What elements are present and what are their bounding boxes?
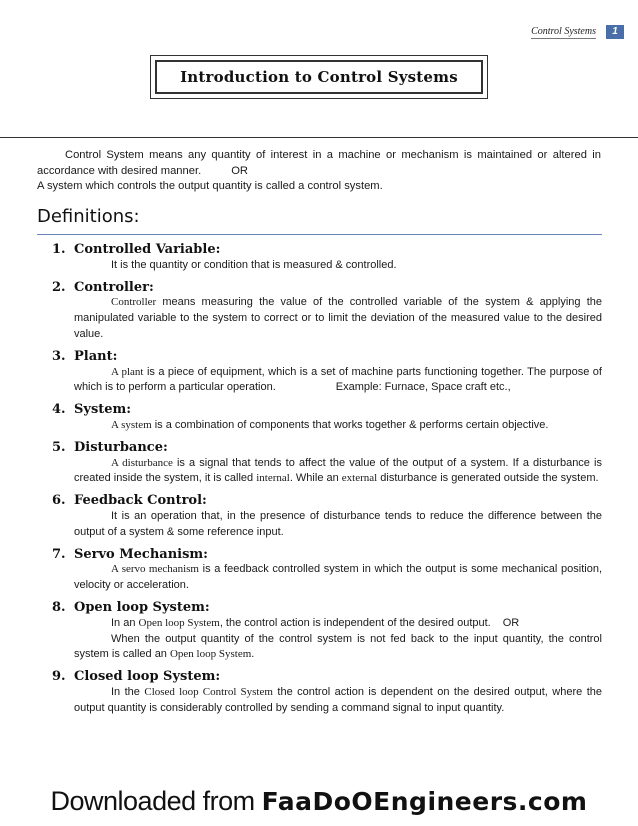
definition-item (52, 402, 602, 434)
item-lead: Open loop System (138, 616, 220, 629)
definition-item (52, 493, 602, 540)
definitions-list (52, 242, 602, 723)
item-internal: internal (256, 472, 290, 485)
item-text: , the control action is independent of the desired output. (219, 616, 491, 629)
item-number: 4. (52, 402, 66, 418)
item-text: It is the quantity or condition that is measured & controlled. (111, 258, 397, 271)
intro-line2: A system which controls the output quantity is called a control system. (37, 180, 383, 192)
item-text2: When the output quantity of the control system is not fed back to the input quantity, the control system is called an (74, 632, 602, 661)
intro-paragraph (37, 148, 601, 195)
item-term: System: (74, 402, 132, 418)
item-text: It is an operation that, in the presence of disturbance tends to reduce the difference between the output of a system & some reference input. (74, 509, 602, 538)
footer-brand-logo: FaaDoOEngineers.com (261, 787, 588, 816)
item-text: is a signal that tends to affect the value of the output of a system. If a disturbance is created inside the system, it is called (74, 456, 602, 485)
item-text-b: . While an (289, 472, 342, 485)
item-term: Controlled Variable: (74, 242, 221, 257)
title-box (155, 60, 483, 94)
item-number: 5. (52, 439, 66, 455)
item-lead: Closed loop Control System (144, 685, 273, 698)
page-title: Introduction to Control Systems (180, 68, 458, 86)
header-title: Control Systems (531, 25, 596, 37)
title-divider (0, 137, 638, 138)
page-header (531, 25, 624, 39)
title-frame (150, 55, 488, 99)
item-text: is a feedback controlled system in which the output is some mechanical position, velocity or acceleration. (74, 563, 602, 592)
item-number: 1. (52, 242, 66, 257)
item-lead: A servo mechanism (111, 563, 199, 576)
item-number: 6. (52, 493, 66, 509)
item-lead-pre: In the (111, 685, 145, 698)
definition-item (52, 440, 602, 487)
item-lead: A disturbance (111, 456, 173, 469)
item-text2-serif: Open loop System (169, 648, 252, 661)
item-text: is a combination of components that works together & performs certain objective. (151, 418, 549, 431)
item-text: is a piece of equipment, which is a set of machine parts functioning together. The purpose of which is to perform a particular operation. (74, 365, 602, 394)
item-number: 2. (52, 279, 66, 295)
definitions-divider (37, 234, 602, 235)
item-number: 9. (52, 669, 66, 685)
definition-item (52, 280, 602, 343)
footer-text: Downloaded from (50, 786, 262, 816)
item-term: Feedback Control: (74, 493, 207, 509)
item-number: 7. (52, 546, 66, 562)
item-text-c: disturbance is generated outside the system. (377, 472, 599, 485)
item-lead: A system (111, 418, 152, 431)
item-term: Controller: (74, 279, 154, 295)
item-external: external (341, 472, 378, 485)
item-term: Servo Mechanism: (74, 546, 208, 562)
item-or: OR (502, 616, 520, 629)
definition-item (52, 547, 602, 594)
item-term: Closed loop System: (74, 669, 221, 685)
item-number: 3. (52, 348, 66, 364)
item-text: the control action is dependent on the desired output, where the output quantity is considerably controlled by sending a command signal to input quantity. (74, 685, 603, 714)
item-lead-pre: In an (111, 616, 139, 629)
page-number: 1 (606, 25, 624, 39)
intro-line1: Control System means any quantity of interest in a machine or mechanism is maintained or altered in accordance with desired manner. (37, 149, 601, 177)
definitions-heading: Definitions: (37, 206, 140, 227)
item-text2-post: . (251, 648, 255, 661)
item-text: means measuring the value of the controlled variable of the system & applying the manipulated variable to the system to correct or to limit the deviation of the measured value to the desired value. (74, 296, 602, 340)
item-number: 8. (52, 599, 66, 615)
item-lead: Controller (111, 296, 157, 309)
definition-item (52, 349, 602, 396)
item-lead: A plant (111, 365, 144, 378)
definition-item (52, 600, 602, 663)
item-term: Disturbance: (74, 439, 168, 455)
intro-or: OR (231, 164, 248, 177)
definition-item (52, 669, 602, 716)
item-example: Example: Furnace, Space craft etc., (335, 381, 511, 394)
item-term: Plant: (74, 348, 118, 364)
definition-item (52, 242, 602, 274)
item-term: Open loop System: (74, 599, 210, 615)
download-footer (0, 786, 638, 817)
